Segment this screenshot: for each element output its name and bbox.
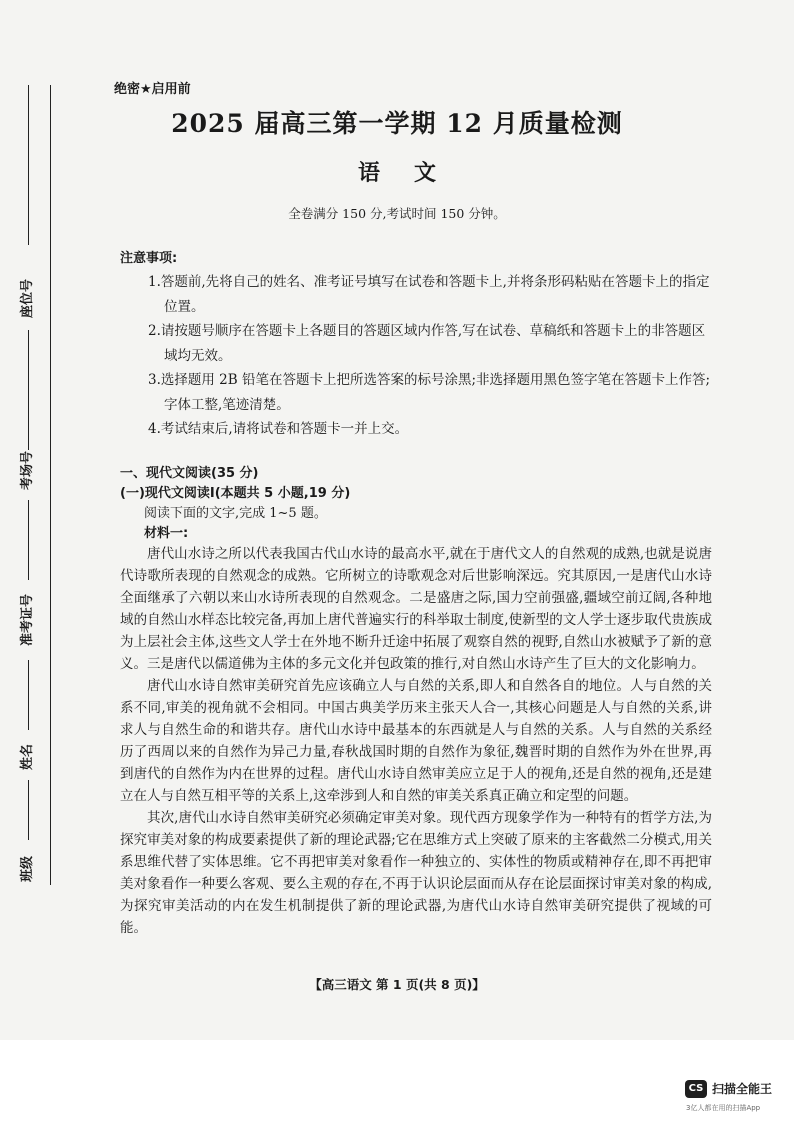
seat-label: 座位号 xyxy=(20,278,35,318)
subject-title: 语文 xyxy=(357,161,470,186)
page-footer: 【高三语文 第 1 页(共 8 页)】 xyxy=(309,977,485,992)
notes-list xyxy=(148,270,718,442)
exam-room-fill-line xyxy=(28,330,29,450)
reading-instruction: 阅读下面的文字,完成 1~5 题。 xyxy=(144,506,327,521)
note-item: 1.答题前,先将自己的姓名、准考证号填写在试卷和答题卡上,并将条形码粘贴在答题卡上的指定位置。 xyxy=(148,274,710,315)
passage-paragraph: 唐代山水诗自然审美研究首先应该确立人与自然的关系,即人和自然各自的地位。人与自然的关系不同,审美的视角就不会相同。中国古典美学历来主张天人合一,其核心问题是人与自然的关系,讲求人与自然生命的和谐共存。唐代山水诗中最基本的东西就是人与自然的关系。人与自然的关系经历了西周以来的自然作为异己力量,春秋战国时期的自然作为象征,魏晋时期的自然作为外在世界,再到唐代的自然作为内在世界的过程。唐代山水诗自然审美应立足于人的视角,还是自然的视角,还是建立在人与自然互相平等的关系上,这牵涉到人和自然的审美关系真正确立和定型的问题。 xyxy=(120,678,712,804)
material-label: 材料一: xyxy=(144,526,189,541)
passage-paragraph: 其次,唐代山水诗自然审美研究必须确定审美对象。现代西方现象学作为一种特有的哲学方法,为探究审美对象的构成要素提供了新的理论武器;它在思维方式上突破了原来的主客截然二分模式,用关系思维代替了实体思维。它不再把审美对象看作一种独立的、实体性的物质或精神存在,即不再把审美对象看作一种要么客观、要么主观的存在,不再于认识论层面而从存在论层面探讨审美对象的构成,为探究审美活动的内在发生机制提供了新的理论武器,为唐代山水诗自然审美研究提供了视域的可能。 xyxy=(120,810,712,936)
exam-room-label: 考场号 xyxy=(20,450,35,490)
name-fill-line xyxy=(28,660,29,730)
passage-paragraph: 唐代山水诗之所以代表我国古代山水诗的最高水平,就在于唐代文人的自然观的成熟,也就是说唐代诗歌所表现的自然观念的成熟。它所树立的诗歌观念对后世影响深远。究其原因,一是唐代山水诗全面继承了六朝以来山水诗所表现的自然观念。二是盛唐之际,国力空前强盛,疆域空前辽阔,各种地域的自然山水样态比较完备,再加上唐代普遍实行的科举取士制度,使新型的文人学士逐步取代贵族成为上层社会主体,这些文人学士在外地不断升迁途中拓展了观察自然的视野,自然山水被赋予了新的意义。三是唐代以儒道佛为主体的多元文化并包政策的推行,对自然山水诗产生了巨大的文化影响力。 xyxy=(120,546,712,672)
note-item: 2.请按题号顺序在答题卡上各题目的答题区域内作答,写在试卷、草稿纸和答题卡上的非答题区域均无效。 xyxy=(148,323,706,364)
class-fill-line xyxy=(28,780,29,840)
camscanner-tagline: 3亿人都在用的扫描App xyxy=(686,1104,761,1112)
class-label: 班级 xyxy=(20,855,35,882)
notes-heading: 注意事项: xyxy=(120,251,178,266)
camscanner-app-name: 扫描全能王 xyxy=(712,1082,773,1096)
name-label: 姓名 xyxy=(20,743,35,770)
exam-info: 全卷满分 150 分,考试时间 150 分钟。 xyxy=(288,206,506,221)
section-heading: 一、现代文阅读(35 分) xyxy=(120,466,259,481)
note-item: 4.考试结束后,请将试卷和答题卡一并上交。 xyxy=(148,421,409,437)
ticket-fill-line xyxy=(28,500,29,580)
confidential-label: 绝密★启用前 xyxy=(114,82,191,97)
camscanner-logo-icon: CS xyxy=(685,1080,707,1098)
exam-title: 2025 届高三第一学期 12 月质量检测 xyxy=(171,109,623,138)
note-item: 3.选择题用 2B 铅笔在答题卡上把所选答案的标号涂黑;非选择题用黑色签字笔在答题卡上作答;字体工整,笔迹清楚。 xyxy=(148,372,711,413)
subsection-heading: (一)现代文阅读Ⅰ(本题共 5 小题,19 分) xyxy=(120,486,351,501)
passage-text xyxy=(120,543,712,939)
ticket-label: 准考证号 xyxy=(20,593,35,646)
